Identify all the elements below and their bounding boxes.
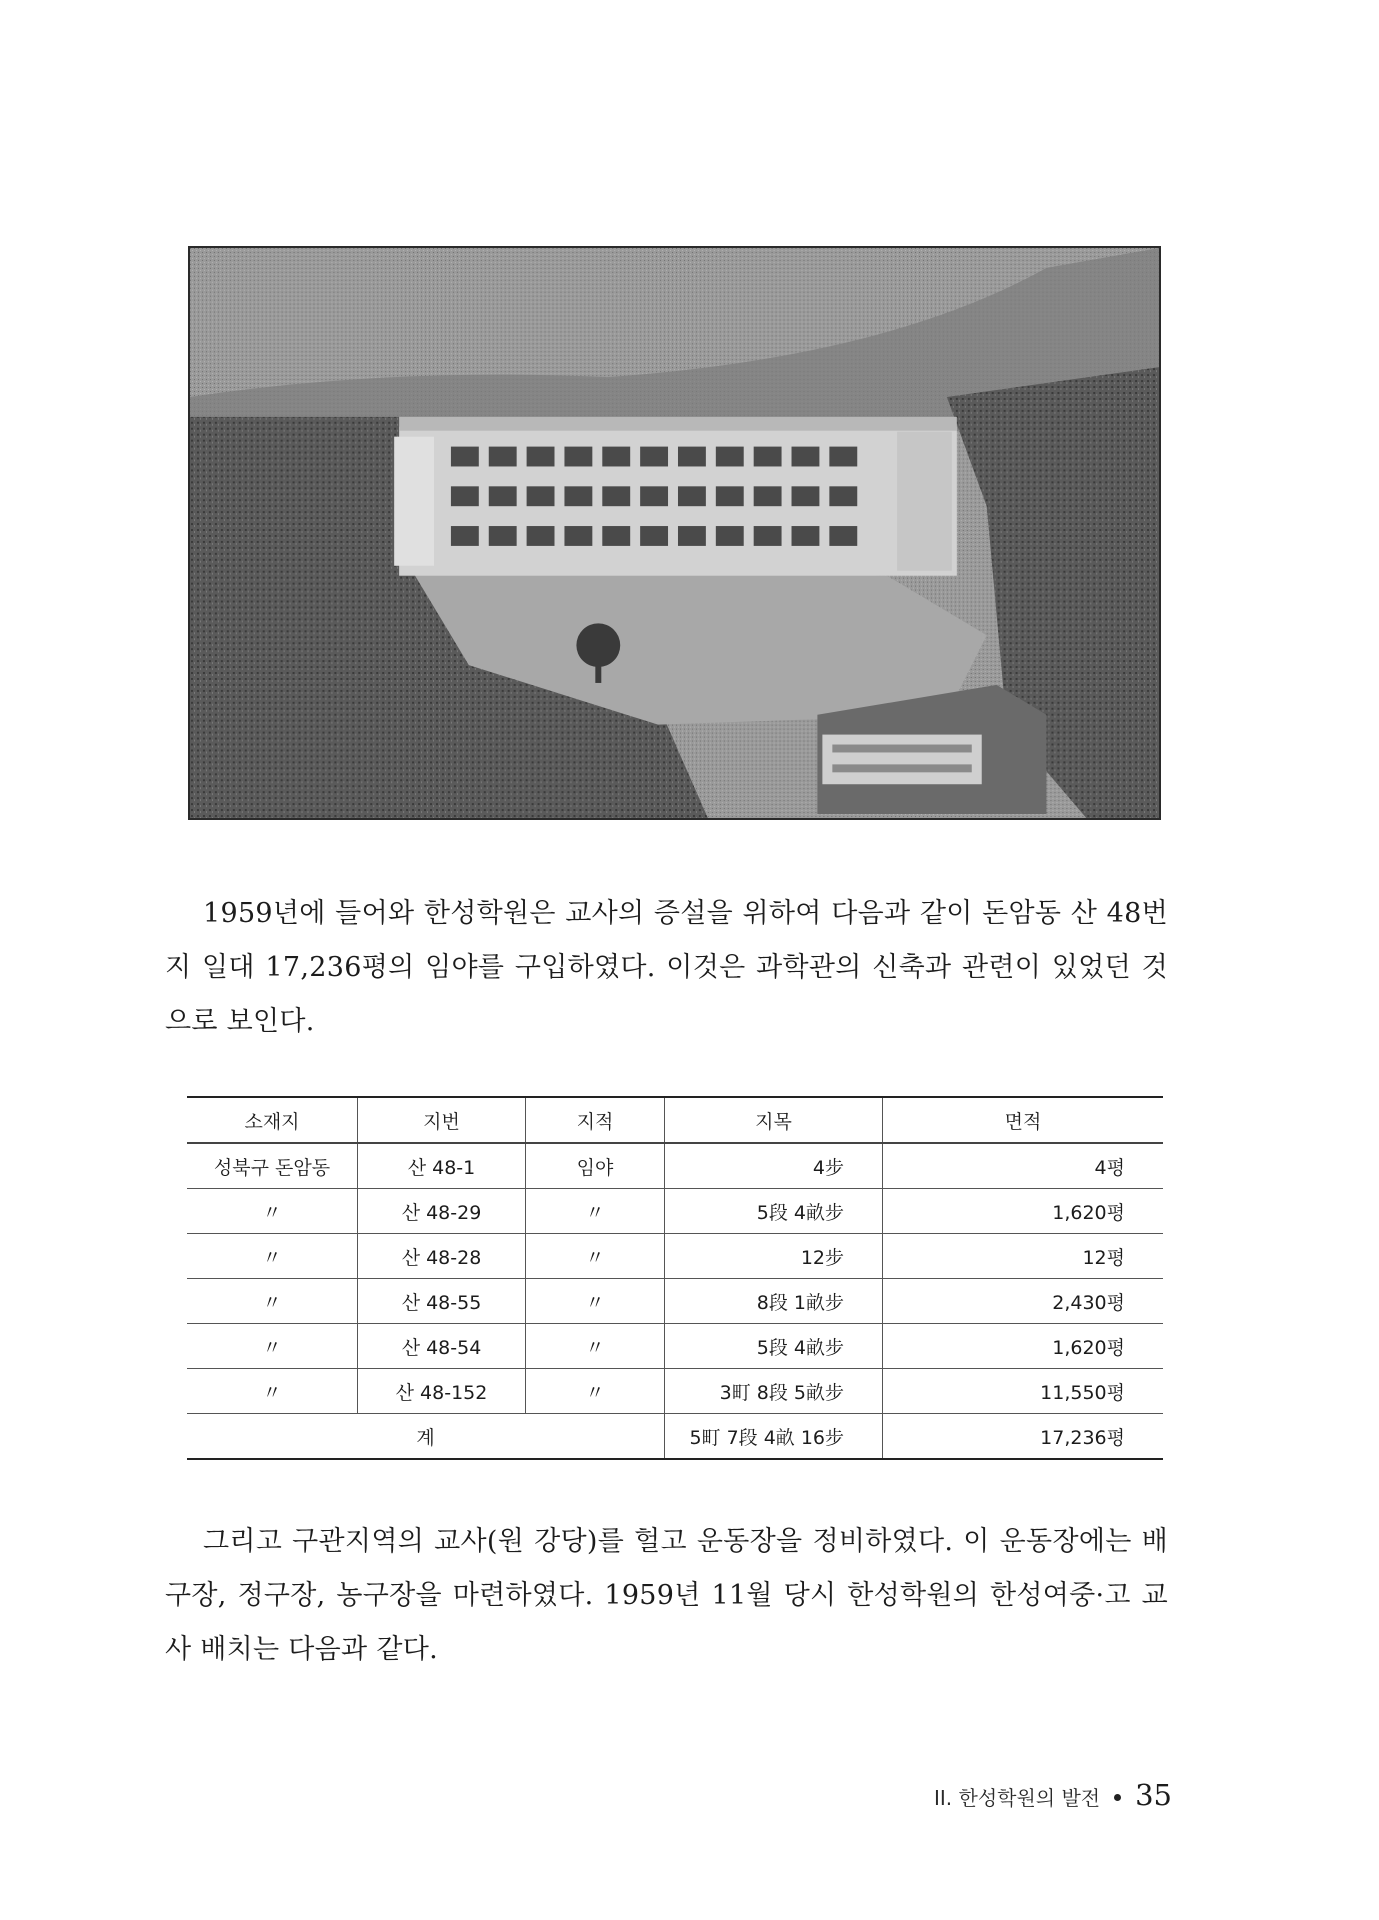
- cell-area: 2,430평: [883, 1279, 1164, 1324]
- chapter-title: II. 한성학원의 발전: [933, 1786, 1101, 1810]
- cell-area: 1,620평: [883, 1189, 1164, 1234]
- page-footer: [934, 1778, 1172, 1812]
- cell-land-use: 4步: [665, 1143, 883, 1189]
- cell-location: 〃: [187, 1324, 358, 1369]
- cell-lot-number: 산 48-54: [358, 1324, 526, 1369]
- col-location: 소재지: [187, 1097, 358, 1143]
- table-header-row: [187, 1097, 1163, 1143]
- col-land-category: 지적: [526, 1097, 665, 1143]
- table-row: [187, 1143, 1163, 1189]
- cell-land-category: 〃: [526, 1189, 665, 1234]
- cell-lot-number: 산 48-29: [358, 1189, 526, 1234]
- cell-lot-number: 산 48-28: [358, 1234, 526, 1279]
- bullet-icon: [1114, 1794, 1121, 1801]
- table-row: [187, 1369, 1163, 1414]
- school-building-photo: [188, 246, 1161, 820]
- table-total-row: [187, 1414, 1163, 1460]
- cell-land-use: 3町 8段 5畝步: [665, 1369, 883, 1414]
- table-row: [187, 1189, 1163, 1234]
- paragraph-sports-ground: 그리고 구관지역의 교사(원 강당)를 헐고 운동장을 정비하였다. 이 운동장에는 배구장, 정구장, 농구장을 마련하였다. 1959년 11월 당시 한성학원의 한성여중·고 교사 배치는 다음과 같다.: [165, 1526, 1168, 1665]
- col-land-use: 지목: [665, 1097, 883, 1143]
- cell-area: 12평: [883, 1234, 1164, 1279]
- cell-land-category: 〃: [526, 1279, 665, 1324]
- cell-area: 4평: [883, 1143, 1164, 1189]
- cell-location: 〃: [187, 1189, 358, 1234]
- cell-land-category: 〃: [526, 1234, 665, 1279]
- cell-land-category: 임야: [526, 1143, 665, 1189]
- cell-land-category: 〃: [526, 1324, 665, 1369]
- cell-land-category: 〃: [526, 1369, 665, 1414]
- cell-lot-number: 산 48-55: [358, 1279, 526, 1324]
- cell-location: 성북구 돈암동: [187, 1143, 358, 1189]
- cell-lot-number: 산 48-1: [358, 1143, 526, 1189]
- col-lot-number: 지번: [358, 1097, 526, 1143]
- cell-location: 〃: [187, 1369, 358, 1414]
- total-label: 계: [187, 1414, 665, 1460]
- cell-land-use: 5段 4畝步: [665, 1324, 883, 1369]
- cell-lot-number: 산 48-152: [358, 1369, 526, 1414]
- cell-land-use: 12步: [665, 1234, 883, 1279]
- cell-location: 〃: [187, 1279, 358, 1324]
- photo-illustration: [190, 248, 1159, 818]
- table-row: [187, 1279, 1163, 1324]
- table-row: [187, 1324, 1163, 1369]
- col-area: 면적: [883, 1097, 1164, 1143]
- paragraph-land-purchase: 1959년에 들어와 한성학원은 교사의 증설을 위하여 다음과 같이 돈암동 산 48번지 일대 17,236평의 임야를 구입하였다. 이것은 과학관의 신축과 관련이 있었던 것으로 보인다.: [165, 898, 1168, 1037]
- total-area: 17,236평: [883, 1414, 1164, 1460]
- cell-land-use: 8段 1畝步: [665, 1279, 883, 1324]
- page-number: 35: [1135, 1778, 1172, 1812]
- cell-location: 〃: [187, 1234, 358, 1279]
- cell-area: 11,550평: [883, 1369, 1164, 1414]
- cell-area: 1,620평: [883, 1324, 1164, 1369]
- total-land-use: 5町 7段 4畝 16步: [665, 1414, 883, 1460]
- land-table: [187, 1096, 1163, 1460]
- cell-land-use: 5段 4畝步: [665, 1189, 883, 1234]
- table-row: [187, 1234, 1163, 1279]
